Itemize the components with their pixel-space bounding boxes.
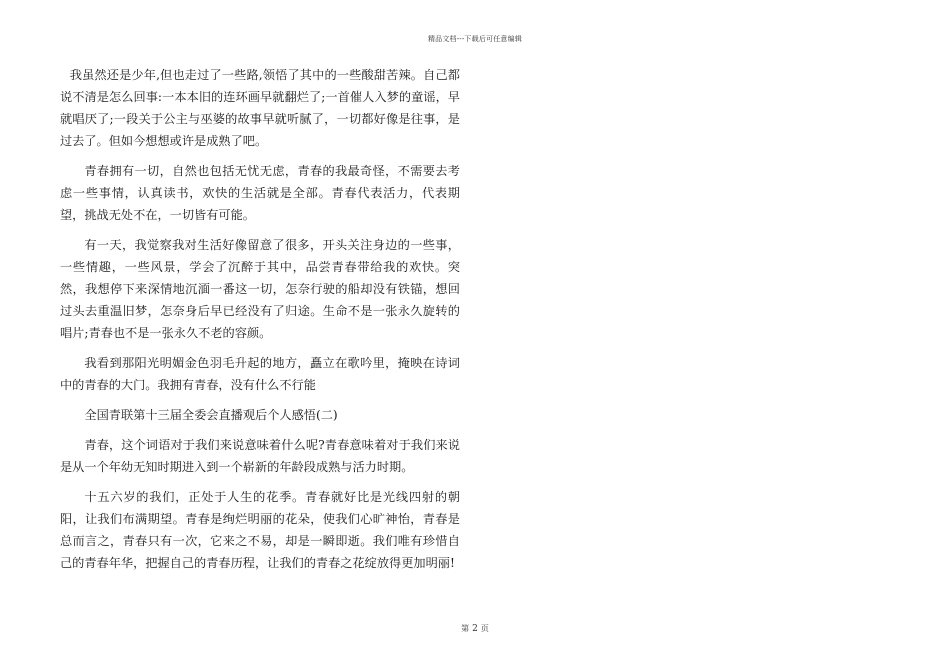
- document-body: [60, 64, 460, 582]
- paragraph-2: 青春拥有一切，自然也包括无忧无虑，青春的我最奇怪，不需要去考虑一些事情，认真读书，欢快的生活就是全部。青春代表活力，代表期望，挑战无处不在，一切皆有可能。: [60, 164, 460, 222]
- paragraph-1: 我虽然还是少年,但也走过了一些路,领悟了其中的一些酸甜苦辣。自己都说不清是怎么回事:一本本旧的连环画早就翻烂了;一首催人入梦的童谣，早就唱厌了;一段关于公主与巫婆的故事早就听腻了，一切都好像是往事，是过去了。但如今想想或许是成熟了吧。: [60, 68, 460, 148]
- paragraph-3: 有一天，我觉察我对生活好像留意了很多，开头关注身边的一些事，一些情趣，一些风景，学会了沉醉于其中，品尝青春带给我的欢快。突然，我想停下来深情地沉湎一番这一切，怎奈行驶的船却没有铁锚，想回过头去重温旧梦，怎奈身后早已经没有了归途。生命不是一张永久旋转的唱片;青春也不是一张永久不老的容颜。: [60, 238, 460, 340]
- page-footer-suffix: 页: [480, 624, 489, 633]
- paragraph-6: 十五六岁的我们，正处于人生的花季。青春就好比是光线四射的朝阳，让我们布满期望。青春是绚烂明丽的花朵，使我们心旷神怡，青春是总而言之，青春只有一次，它来之不易，却是一瞬即逝。我们唯有珍惜自己的青春年华，把握自己的青春历程，让我们的青春之花绽放得更加明丽!: [60, 490, 460, 570]
- page-footer: [0, 623, 950, 634]
- section-title: 全国青联第十三届全委会直播观后个人感悟(二): [84, 408, 338, 422]
- paragraph-4: 我看到那阳光明媚金色羽毛升起的地方，矗立在歌吟里，掩映在诗词中的青春的大门。我拥有青春，没有什么不行能: [60, 356, 460, 392]
- page-number: 2: [472, 624, 478, 634]
- page-header: 精品文档---下载后可任意编辑: [427, 35, 523, 43]
- paragraph-5: 青春，这个词语对于我们来说意味着什么呢?青春意味着对于我们来说是从一个年幼无知时期进入到一个崭新的年龄段成熟与活力时期。: [60, 438, 460, 474]
- page-footer-prefix: 第: [461, 624, 470, 633]
